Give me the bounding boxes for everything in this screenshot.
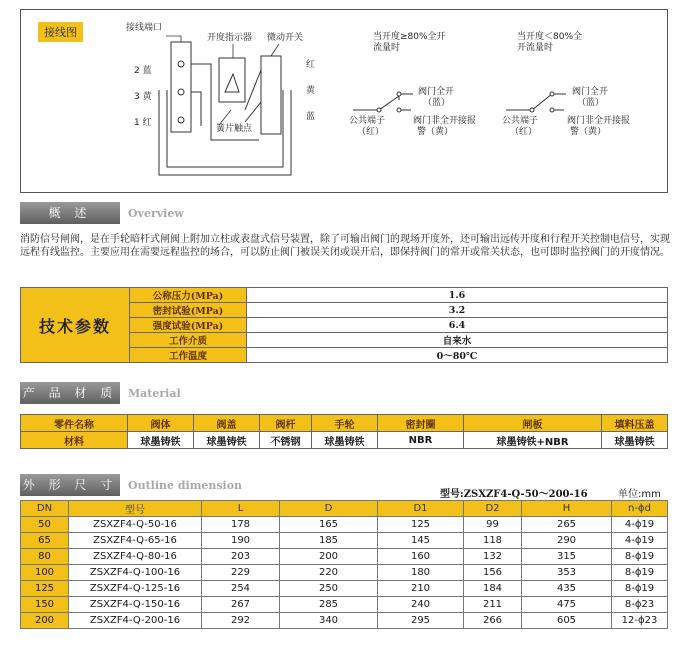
wiring-schematic — [141, 30, 341, 190]
dimension-cell: ZSXZF4-Q-125-16 — [69, 581, 202, 597]
wiring-diagram-panel — [20, 9, 668, 193]
right-label-blue: 蓝 — [306, 112, 316, 122]
material-header — [20, 382, 668, 404]
dimension-cell: 292 — [202, 613, 280, 629]
table-row — [21, 533, 668, 549]
material-row-label: 材料 — [21, 432, 128, 449]
dimension-cell: ZSXZF4-Q-200-16 — [69, 613, 202, 629]
micro-switch-label: 微动开关 — [267, 33, 304, 43]
reed-contact-label: 簧片触点 — [216, 124, 253, 134]
dimension-table — [20, 500, 668, 629]
dimension-cell: 190 — [202, 533, 280, 549]
diagram2-upper-2: （蓝） — [577, 98, 605, 108]
dimension-cell: 12-ϕ23 — [612, 613, 668, 629]
material-table — [20, 414, 668, 449]
dimension-cell: 250 — [280, 581, 378, 597]
material-cell: 球墨铸铁+NBR — [464, 432, 602, 449]
param-value: 1.6 — [247, 288, 668, 303]
diagram1-common-1: 公共端子 — [349, 116, 386, 126]
diagram1-lower-1: 阀门非全开接报 — [413, 116, 477, 126]
param-name: 强度试验(MPa) — [130, 318, 247, 333]
dimension-cell: 285 — [280, 597, 378, 613]
dimension-cell: 353 — [522, 565, 612, 581]
dimension-cell: 99 — [464, 517, 522, 533]
material-cell: 不锈钢 — [260, 432, 312, 449]
table-row — [21, 517, 668, 533]
dimension-cell: 315 — [522, 549, 612, 565]
material-header-row — [21, 415, 668, 432]
wiring-tag: 接线图 — [38, 22, 83, 42]
param-value: 自来水 — [247, 333, 668, 348]
material-cell: 球墨铸铁 — [128, 432, 194, 449]
dn-cell: 65 — [21, 533, 69, 549]
dimension-cell: 4-ϕ19 — [612, 517, 668, 533]
dimension-cell: 145 — [378, 533, 464, 549]
overview-header — [20, 202, 668, 224]
diagram2-lower-2: 警（黄） — [570, 127, 607, 137]
right-label-yellow: 黄 — [306, 86, 316, 96]
diagram1-title-1: 当开度≥80%全开 — [373, 32, 446, 42]
dn-cell: 125 — [21, 581, 69, 597]
dim-col-header: n-ϕd — [612, 501, 668, 517]
dimension-header-row — [21, 501, 668, 517]
material-col-header: 阀杆 — [260, 415, 312, 432]
table-row — [21, 549, 668, 565]
dimension-cell: 178 — [202, 517, 280, 533]
diagram1-upper-1: 阀门全开 — [418, 87, 455, 97]
diagram1-common-2: （红） — [357, 127, 385, 137]
dimension-title-en: Outline dimension — [128, 479, 243, 492]
dn-cell: 80 — [21, 549, 69, 565]
dimension-cell: 4-ϕ19 — [612, 533, 668, 549]
material-col-header: 手轮 — [312, 415, 378, 432]
dn-cell: 100 — [21, 565, 69, 581]
material-col-header: 填料压盖 — [602, 415, 668, 432]
left-label-red: 1 红 — [134, 118, 152, 128]
dimension-cell: 254 — [202, 581, 280, 597]
dimension-cell: 229 — [202, 565, 280, 581]
dimension-cell: 203 — [202, 549, 280, 565]
dimension-body — [21, 517, 668, 629]
dimension-cell: 200 — [280, 549, 378, 565]
dimension-cell: ZSXZF4-Q-65-16 — [69, 533, 202, 549]
dim-col-header: 型号 — [69, 501, 202, 517]
dimension-cell: 8-ϕ19 — [612, 581, 668, 597]
diagram2-common-1: 公共端子 — [502, 116, 539, 126]
diagram2-upper-1: 阀门全开 — [572, 87, 609, 97]
param-name: 工作温度 — [130, 348, 247, 363]
dim-col-header: DN — [21, 501, 69, 517]
dimension-cell: 265 — [522, 517, 612, 533]
dn-cell: 200 — [21, 613, 69, 629]
dimension-cell: 475 — [522, 597, 612, 613]
dimension-cell: 132 — [464, 549, 522, 565]
tech-params-table — [20, 287, 668, 363]
dimension-cell: ZSXZF4-Q-100-16 — [69, 565, 202, 581]
dim-col-header: D2 — [464, 501, 522, 517]
table-row — [21, 613, 668, 629]
dimension-cell: 165 — [280, 517, 378, 533]
param-name: 密封试验(MPa) — [130, 303, 247, 318]
overview-title: 概 述 — [20, 202, 120, 224]
dimension-cell: ZSXZF4-Q-150-16 — [69, 597, 202, 613]
material-title: 产 品 材 质 — [20, 382, 120, 404]
left-label-blue: 2 蓝 — [134, 66, 152, 76]
param-name: 工作介质 — [130, 333, 247, 348]
model-range: 型号:ZSXZF4-Q-50～200-16 — [440, 489, 588, 500]
overview-text: 消防信号闸阀，是在手轮暗杆式闸阀上附加立柱或表盘式信号装置，除了可输出阀门的现场开度外，还可输出远传开度和行程开关控制电信号，实现远程有线监控。主要应用在需要远程监控的场合，可以防止阀门被误关闭或误开启，即保持阀门的常开或常关状态，也可即时监控阀门的开度情况。 — [20, 234, 670, 258]
tech-params-label: 技术参数 — [21, 288, 130, 363]
dimension-cell: 211 — [464, 597, 522, 613]
param-value: 3.2 — [247, 303, 668, 318]
material-cell: 球墨铸铁 — [312, 432, 378, 449]
diagram1-title-2: 流量时 — [373, 43, 401, 53]
right-label-red: 红 — [306, 60, 316, 70]
dimension-cell: 290 — [522, 533, 612, 549]
material-cell: 球墨铸铁 — [602, 432, 668, 449]
dim-col-header: H — [522, 501, 612, 517]
unit-label: 单位:mm — [618, 489, 661, 500]
diagram2-title-1: 当开度＜80%全 — [517, 32, 583, 42]
dimension-cell: 125 — [378, 517, 464, 533]
material-title-en: Material — [128, 387, 181, 400]
table-row — [21, 581, 668, 597]
dimension-cell: 180 — [378, 565, 464, 581]
material-col-header: 闸板 — [464, 415, 602, 432]
dim-col-header: D1 — [378, 501, 464, 517]
dimension-cell: 605 — [522, 613, 612, 629]
dimension-cell: 118 — [464, 533, 522, 549]
dimension-cell: 295 — [378, 613, 464, 629]
material-col-header: 密封圈 — [378, 415, 464, 432]
dimension-cell: 156 — [464, 565, 522, 581]
dim-col-header: D — [280, 501, 378, 517]
dimension-cell: 8-ϕ19 — [612, 565, 668, 581]
dimension-cell: 220 — [280, 565, 378, 581]
diagram1-lower-2: 警（黄） — [417, 127, 454, 137]
dimension-cell: 160 — [378, 549, 464, 565]
dimension-cell: 185 — [280, 533, 378, 549]
param-value: 6.4 — [247, 318, 668, 333]
dimension-cell: 266 — [464, 613, 522, 629]
dimension-title: 外 形 尺 寸 — [20, 474, 120, 496]
dimension-cell: 184 — [464, 581, 522, 597]
material-col-header: 零件名称 — [21, 415, 128, 432]
dimension-cell: 267 — [202, 597, 280, 613]
material-cell: NBR — [378, 432, 464, 449]
open-indicator-label: 开度指示器 — [207, 33, 253, 43]
material-col-header: 阀体 — [128, 415, 194, 432]
dn-cell: 50 — [21, 517, 69, 533]
diagram2-common-2: （红） — [510, 127, 538, 137]
dimension-cell: 210 — [378, 581, 464, 597]
table-row — [21, 565, 668, 581]
dimension-cell: 435 — [522, 581, 612, 597]
dimension-cell: 240 — [378, 597, 464, 613]
terminal-port-label: 接线端口 — [126, 23, 163, 33]
overview-title-en: Overview — [128, 207, 184, 220]
dimension-cell: ZSXZF4-Q-80-16 — [69, 549, 202, 565]
dimension-cell: ZSXZF4-Q-50-16 — [69, 517, 202, 533]
dimension-cell: 8-ϕ19 — [612, 549, 668, 565]
diagram2-title-2: 开流量时 — [517, 43, 554, 53]
dim-col-header: L — [202, 501, 280, 517]
left-label-yellow: 3 黄 — [134, 92, 152, 102]
param-value: 0～80℃ — [247, 348, 668, 363]
diagram1-upper-2: （蓝） — [423, 98, 451, 108]
dimension-cell: 8-ϕ23 — [612, 597, 668, 613]
diagram2-lower-1: 阀门非全开接报 — [567, 116, 631, 126]
param-name: 公称压力(MPa) — [130, 288, 247, 303]
material-cell: 球墨铸铁 — [194, 432, 260, 449]
material-col-header: 阀盖 — [194, 415, 260, 432]
material-row — [21, 432, 668, 449]
dimension-cell: 340 — [280, 613, 378, 629]
dn-cell: 150 — [21, 597, 69, 613]
table-row — [21, 597, 668, 613]
